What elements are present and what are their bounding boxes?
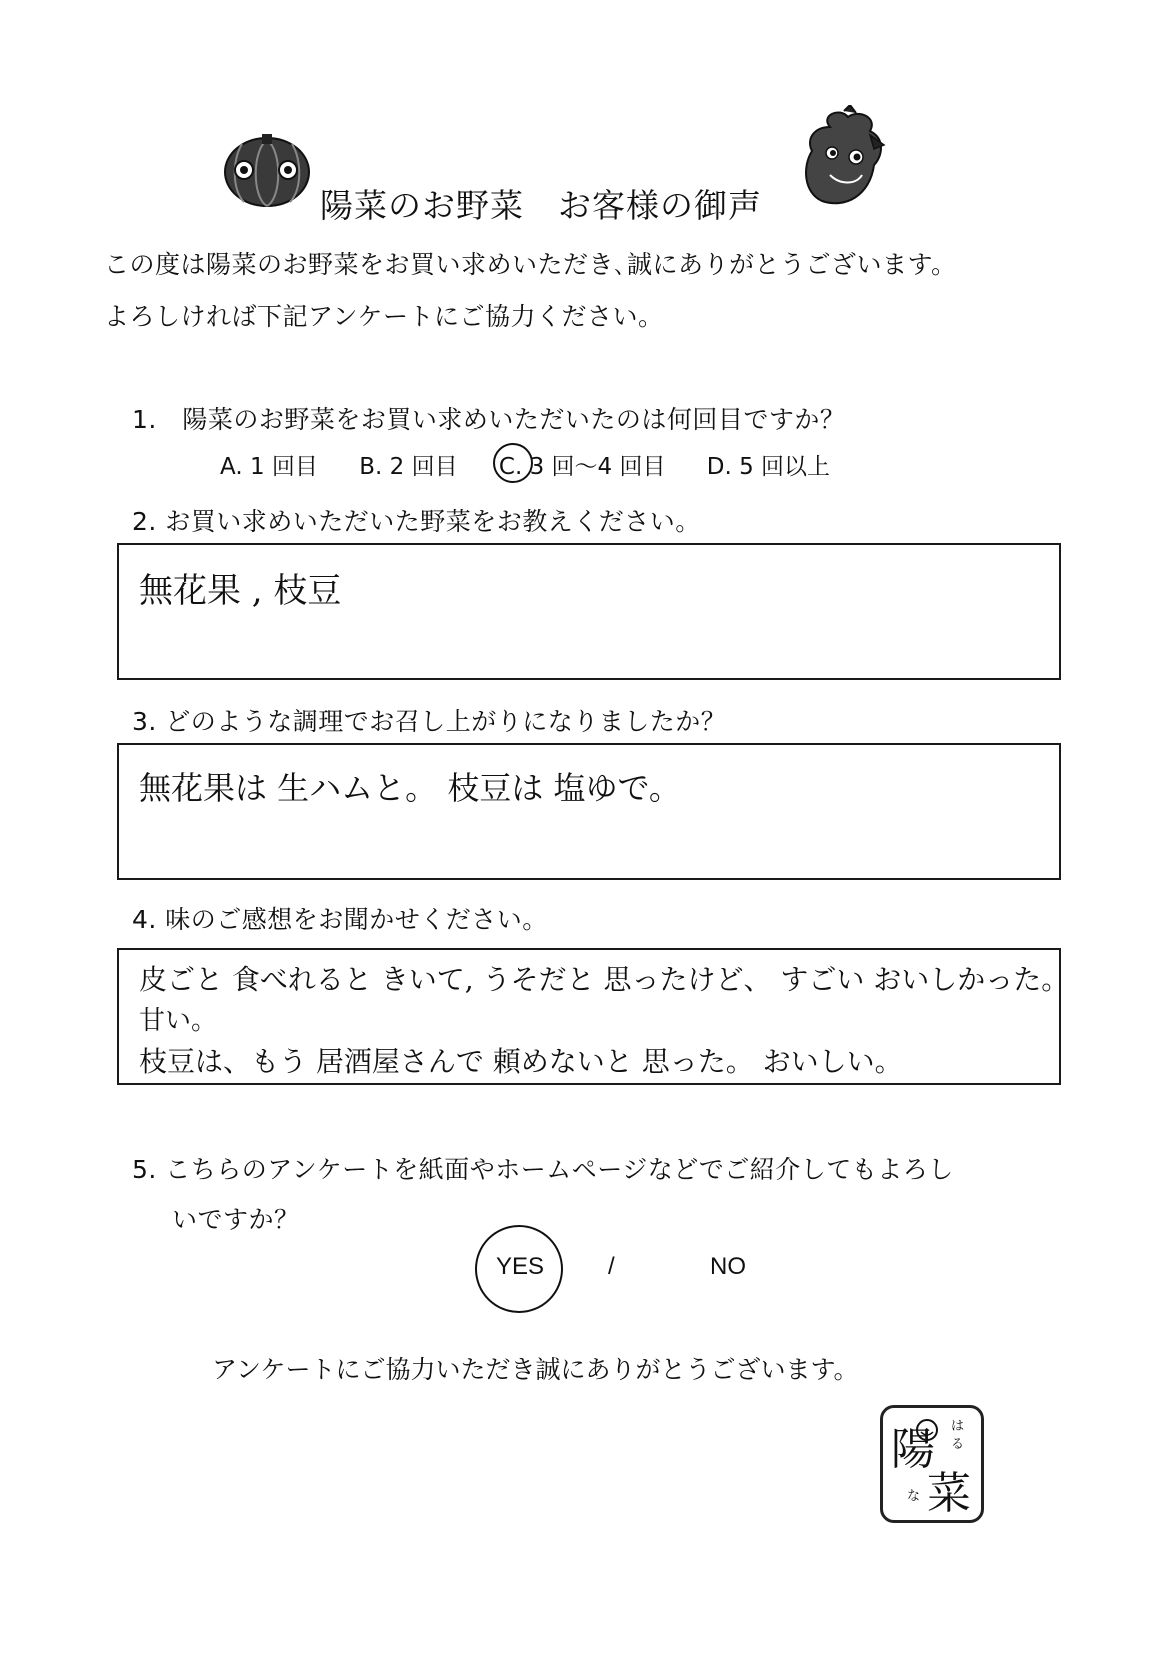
question-2-label: 2. お買い求めいただいた野菜をお教えください。 xyxy=(132,507,701,536)
pumpkin-mascot-icon xyxy=(222,130,312,210)
page-title: 陽菜のお野菜 お客様の御声 xyxy=(320,186,762,225)
svg-text:な: な xyxy=(907,1489,921,1504)
question-3-answer-box[interactable] xyxy=(117,743,1061,880)
question-2-answer: 無花果 , 枝豆 xyxy=(139,571,342,611)
question-5-label-line-2: いですか？ xyxy=(172,1205,300,1234)
question-4-answer-line-3: 枝豆は、もう 居酒屋さんで 頼めないと 思った。 おいしい。 xyxy=(139,1045,903,1078)
svg-text:は: は xyxy=(951,1419,965,1434)
intro-line-1: この度は陽菜のお野菜をお買い求めいただき､誠にありがとうございます。 xyxy=(104,250,957,279)
option-d[interactable]: D. 5 回以上 xyxy=(706,454,831,480)
svg-text:る: る xyxy=(951,1437,965,1452)
svg-text:陽: 陽 xyxy=(891,1424,935,1475)
question-1-label: 1. 陽菜のお野菜をお買い求めいただいたのは何回目ですか？ xyxy=(132,405,846,434)
question-3-answer: 無花果は 生ハムと。 枝豆は 塩ゆで。 xyxy=(139,769,681,807)
question-5-label-line-1: 5. こちらのアンケートを紙面やホームページなどでご紹介してもよろし xyxy=(132,1155,954,1184)
yes-no-separator: / xyxy=(608,1253,615,1280)
question-4-label: 4. 味のご感想をお聞かせください。 xyxy=(132,905,548,934)
thanks-message: アンケートにご協力いただき誠にありがとうございます。 xyxy=(212,1355,859,1384)
intro-line-2: よろしければ下記アンケートにご協力ください。 xyxy=(104,302,664,331)
stamp-smile-icon xyxy=(883,1408,981,1520)
option-b[interactable]: B. 2 回目 xyxy=(359,454,458,480)
svg-text:菜: 菜 xyxy=(927,1468,971,1519)
question-4-answer-line-2: 甘い。 xyxy=(139,1006,218,1036)
haruna-stamp-logo xyxy=(880,1405,984,1523)
yes-option[interactable]: YES xyxy=(496,1253,545,1280)
question-4-answer-line-1: 皮ごと 食べれると きいて, うそだと 思ったけど、 すごい おいしかった。 xyxy=(139,963,1070,996)
question-2-answer-box[interactable] xyxy=(117,543,1061,680)
question-3-label: 3. どのような調理でお召し上がりになりましたか？ xyxy=(132,707,727,736)
option-a[interactable]: A. 1 回目 xyxy=(220,454,318,480)
option-c[interactable]: C. 3 回～4 回目 xyxy=(498,454,666,480)
no-option[interactable]: NO xyxy=(710,1253,746,1280)
eggplant-mascot-icon xyxy=(800,105,890,215)
option-c-selection-circle xyxy=(493,443,533,483)
question-4-answer-box[interactable] xyxy=(117,948,1070,1085)
